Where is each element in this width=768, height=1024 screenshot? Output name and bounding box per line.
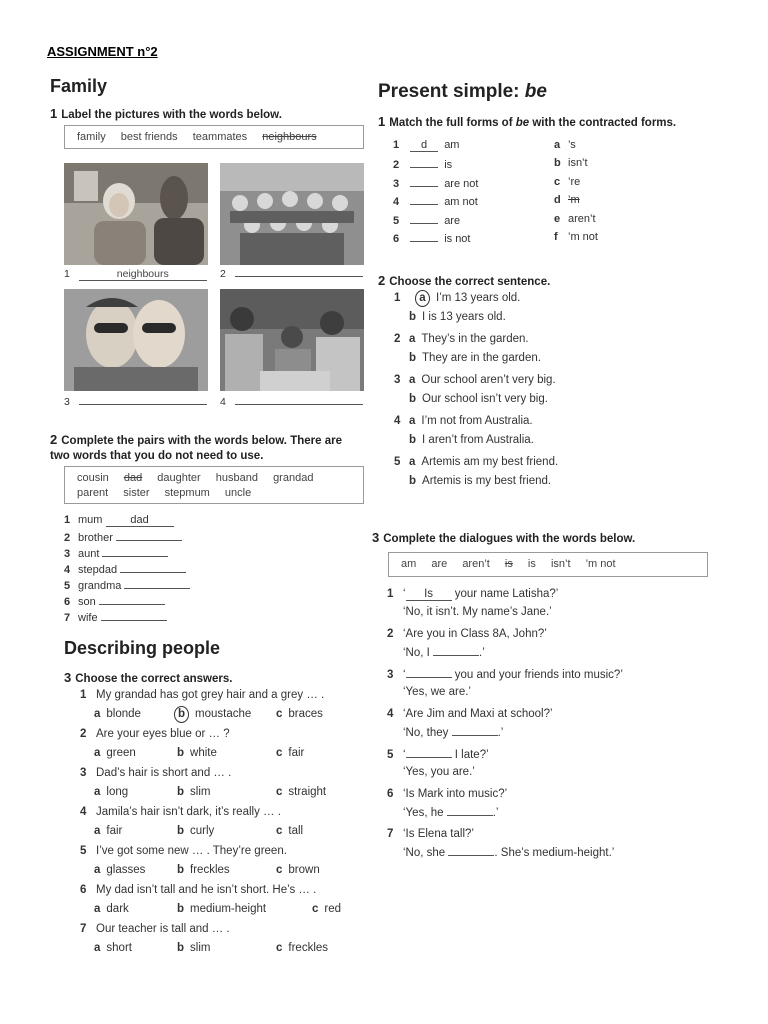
- word: teammates: [192, 131, 248, 143]
- question: 2 Are your eyes blue or … ?: [80, 728, 230, 740]
- word-struck: neighbours: [262, 131, 317, 143]
- dialogue-line: ‘Yes, he .’: [387, 803, 747, 825]
- family-ex1-wordbox: [64, 125, 364, 149]
- ps-ex1-left-list: [393, 137, 478, 247]
- picture-2-answer[interactable]: [235, 276, 363, 277]
- answer-blank[interactable]: [124, 576, 190, 589]
- sentence-a: 3 a Our school aren’t very big.: [394, 374, 556, 386]
- list-item: 5 are: [393, 211, 478, 229]
- answer-blank[interactable]: [102, 544, 168, 557]
- sentence-a: 2 a They’s in the garden.: [394, 333, 529, 345]
- dialogue-line: 3 ‘ you and your friends into music?’: [387, 665, 747, 683]
- list-item: 2 is: [393, 155, 478, 173]
- sentence-b: b I aren’t from Australia.: [409, 434, 534, 446]
- word: am: [401, 558, 417, 570]
- picture-1-answer[interactable]: neighbours: [79, 268, 207, 281]
- picture-4-answer[interactable]: [235, 404, 363, 405]
- sentence-a: 1 a I’m 13 years old.: [394, 289, 724, 308]
- sentence-b: b Artemis is my best friend.: [409, 475, 552, 487]
- sentence-b: b They are in the garden.: [409, 352, 541, 364]
- list-item: 1 d am: [393, 139, 460, 151]
- answer-blank[interactable]: [410, 229, 438, 242]
- word: are: [431, 558, 448, 570]
- family-ex2-instruction: 2 Complete the pairs with the words below. There are two words that you do not need to use.: [50, 432, 342, 462]
- word: husband: [215, 472, 258, 484]
- question: 6 My dad isn’t tall and he isn’t short. He’s … .: [80, 884, 317, 896]
- word: parent: [77, 487, 109, 499]
- family-ex2-wordbox: [64, 466, 364, 504]
- ps-ex3-dialogues: [387, 585, 747, 865]
- dialogue-line: 4 ‘Are Jim and Maxi at school?’: [387, 708, 553, 720]
- word: sister: [123, 487, 150, 499]
- family-ex2-list: [64, 512, 190, 624]
- photo-family: [220, 289, 364, 391]
- describing-ex3-instruction: 3 Choose the correct answers.: [64, 670, 233, 685]
- question: 5 I’ve got some new … . They’re green.: [80, 845, 287, 857]
- describing-title: Describing people: [64, 638, 221, 658]
- list-item: 6 is not: [393, 229, 478, 247]
- answer-blank[interactable]: dad: [106, 514, 174, 527]
- list-item: b isn’t: [554, 157, 588, 170]
- dialogue-line: 6 ‘Is Mark into music?’: [387, 788, 508, 800]
- answer-blank[interactable]: [406, 665, 452, 678]
- dialogue-line: ‘No, it isn’t. My name’s Jane.’: [403, 606, 552, 618]
- dialogue-line: ‘No, I .’: [387, 643, 747, 665]
- answer-blank[interactable]: [447, 803, 493, 816]
- word: daughter: [157, 472, 201, 484]
- picture-3-answer[interactable]: [79, 404, 207, 405]
- ps-ex3-wordbox: [388, 552, 708, 577]
- options: a glasses b freckles c brown: [94, 864, 320, 876]
- word: isn’t: [550, 558, 571, 570]
- photo-best-friends: [64, 289, 208, 391]
- dialogue-line: 2 ‘Are you in Class 8A, John?’: [387, 628, 547, 640]
- list-item: 3 are not: [393, 174, 478, 192]
- present-simple-title: Present simple: be: [378, 81, 547, 102]
- dialogue-line: ‘Yes, you are.’: [403, 766, 475, 778]
- options: a long b slim c straight: [94, 786, 327, 798]
- answer-blank[interactable]: [433, 643, 479, 656]
- word: uncle: [224, 487, 252, 499]
- list-item: 4 stepdad: [64, 560, 190, 576]
- dialogue-line: 5 ‘ I late?’: [387, 745, 747, 763]
- word-struck: is: [504, 558, 513, 570]
- list-item: 6 son: [64, 592, 190, 608]
- answer-blank[interactable]: [99, 592, 165, 605]
- word: family: [77, 131, 106, 143]
- list-item: 4 am not: [393, 192, 478, 210]
- list-item: 3 aunt: [64, 544, 190, 560]
- answer-blank[interactable]: [410, 192, 438, 205]
- list-item: e aren’t: [554, 212, 596, 225]
- question: 4 Jamila’s hair isn’t dark, it’s really … .: [80, 806, 281, 818]
- list-item: 1 mum dad: [64, 512, 190, 528]
- list-item: 5 grandma: [64, 576, 190, 592]
- assignment-title: ASSIGNMENT n°2: [47, 44, 158, 59]
- sentence-b: b I is 13 years old.: [409, 311, 506, 323]
- word: ’m not: [585, 558, 616, 570]
- family-ex1-instruction: 1 Label the pictures with the words below.: [50, 106, 282, 121]
- options: a fair b curly c tall: [94, 825, 304, 837]
- answer-blank[interactable]: d: [410, 139, 438, 152]
- answer-blank[interactable]: [116, 528, 182, 541]
- list-item: a ’s: [554, 139, 576, 151]
- family-title: Family: [50, 76, 108, 96]
- sentence-a: 4 a I’m not from Australia.: [394, 415, 533, 427]
- word: best friends: [120, 131, 178, 143]
- answer-blank[interactable]: Is: [406, 588, 452, 601]
- dialogue-line: ‘Yes, we are.’: [403, 686, 471, 698]
- picture-1-caption: 1 neighbours: [64, 268, 207, 281]
- word: is: [527, 558, 536, 570]
- question: 7 Our teacher is tall and … .: [80, 923, 230, 935]
- picture-3-caption: 3: [64, 396, 207, 408]
- photo-teammates: [220, 163, 364, 265]
- options: a dark b medium-height c red: [94, 903, 342, 915]
- list-item: d ’m: [554, 194, 580, 207]
- answer-blank[interactable]: [410, 155, 438, 168]
- describing-questions: [80, 686, 370, 959]
- list-item: f ’m not: [554, 230, 598, 243]
- options: a short b slim c freckles: [94, 942, 329, 954]
- answer-blank[interactable]: [101, 608, 167, 621]
- list-item: 2 brother: [64, 528, 190, 544]
- picture-2-caption: 2: [220, 268, 363, 280]
- question: 1 My grandad has got grey hair and a grey … .: [80, 689, 325, 701]
- ps-ex1-right-list: [554, 137, 598, 247]
- dialogue-line: 7 ‘Is Elena tall?’: [387, 828, 474, 840]
- word: grandad: [273, 472, 314, 484]
- ps-ex3-instruction: 3 Complete the dialogues with the words below.: [372, 530, 636, 545]
- answer-blank[interactable]: [448, 843, 494, 856]
- circled-answer: a: [415, 290, 430, 307]
- list-item: 7 wife: [64, 608, 190, 624]
- question: 3 Dad’s hair is short and … .: [80, 767, 232, 779]
- options: a blonde b moustache c braces: [80, 704, 370, 725]
- dialogue-line: ‘No, they .’: [387, 723, 747, 745]
- list-item: c ’re: [554, 175, 581, 188]
- photo-neighbours: [64, 163, 208, 265]
- sentence-a: 5 a Artemis am my best friend.: [394, 456, 559, 468]
- dialogue-line: ‘No, she . She’s medium-height.’: [387, 843, 747, 865]
- answer-blank[interactable]: [410, 174, 438, 187]
- options: a green b white c fair: [94, 747, 305, 759]
- answer-blank[interactable]: [410, 211, 438, 224]
- ps-ex2-items: [394, 289, 724, 494]
- word: aren’t: [462, 558, 490, 570]
- word-struck: dad: [123, 472, 143, 484]
- answer-blank[interactable]: [406, 745, 452, 758]
- picture-4-caption: 4: [220, 396, 363, 408]
- word: cousin: [77, 472, 109, 484]
- sentence-b: b Our school isn’t very big.: [409, 393, 548, 405]
- ps-ex2-instruction: 2 Choose the correct sentence.: [378, 273, 551, 288]
- word: stepmum: [164, 487, 210, 499]
- answer-blank[interactable]: [120, 560, 186, 573]
- answer-blank[interactable]: [452, 723, 498, 736]
- ps-ex1-instruction: 1 Match the full forms of be with the contracted forms.: [378, 114, 677, 129]
- dialogue-line: 1 ‘ Is your name Latisha?’: [387, 588, 559, 600]
- circled-answer: b: [174, 706, 189, 723]
